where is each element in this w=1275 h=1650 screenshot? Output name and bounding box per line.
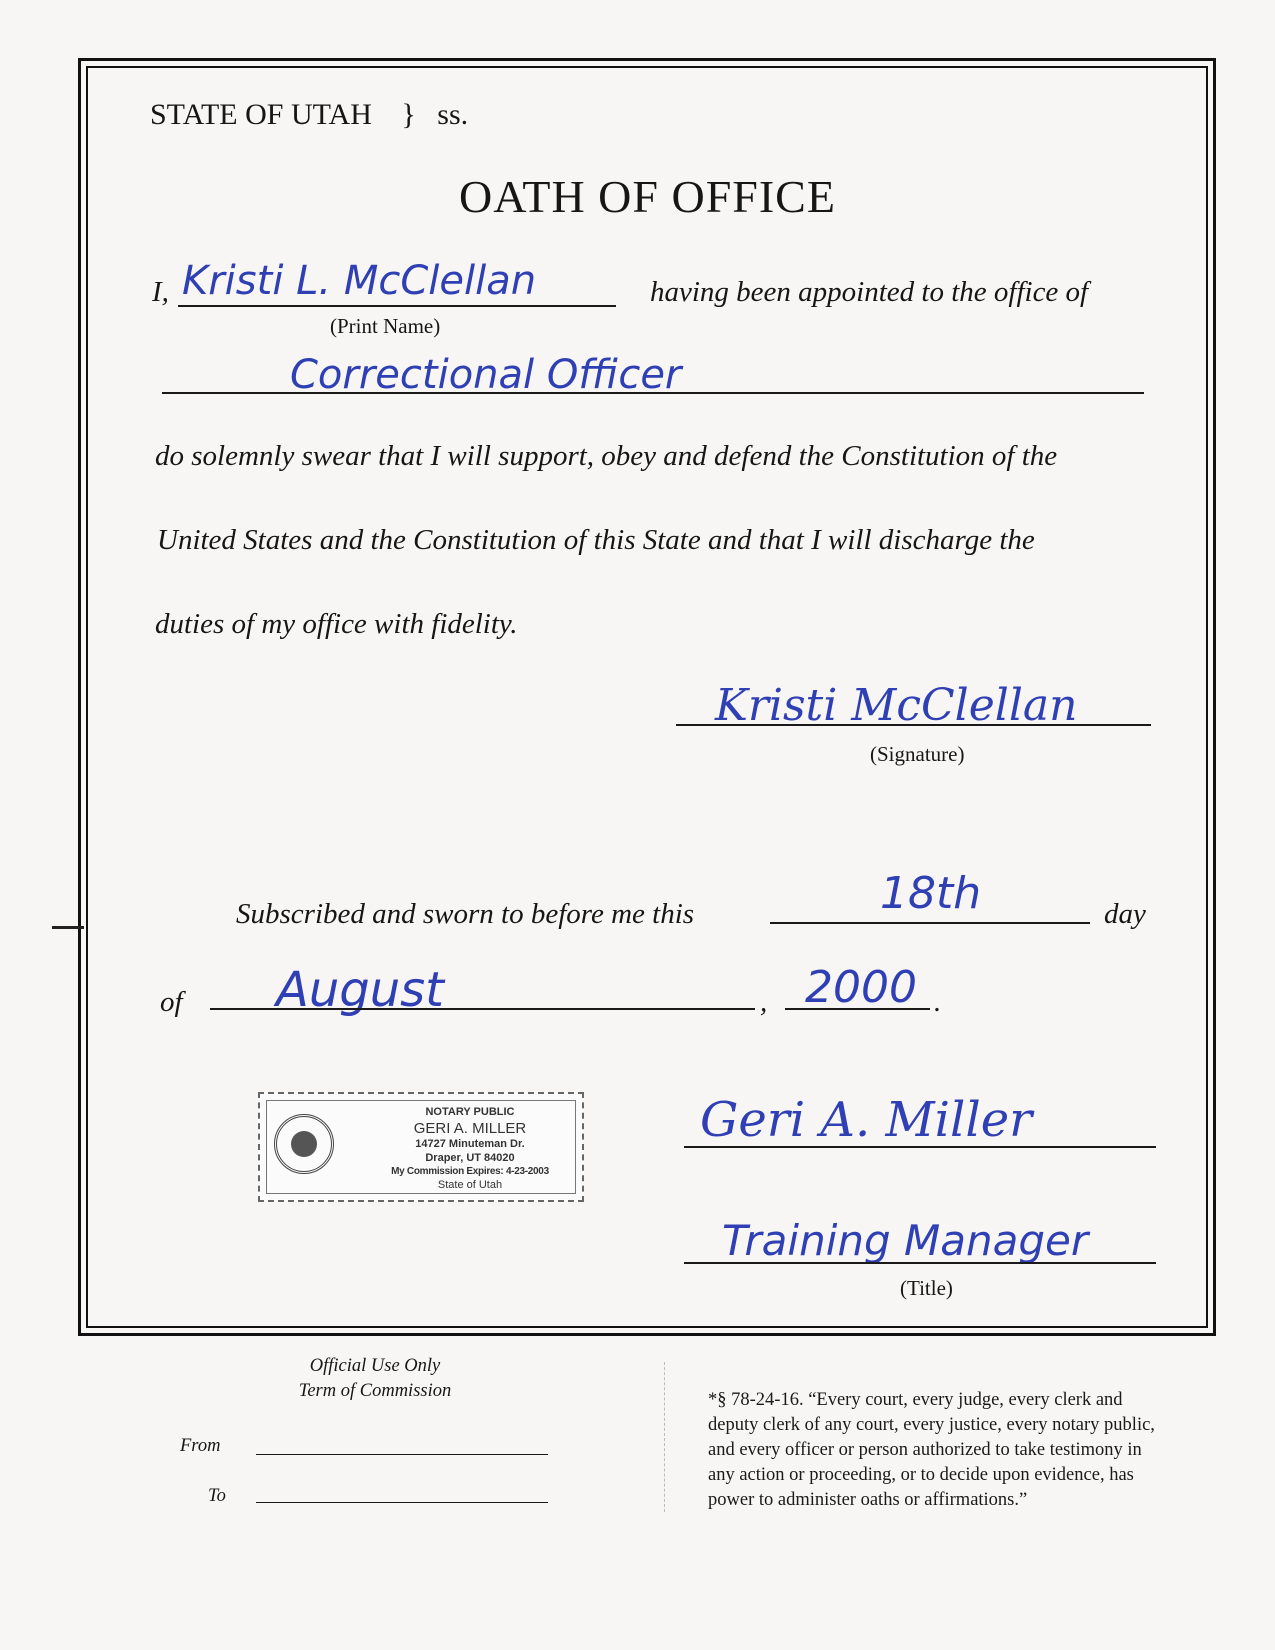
- office-line: [162, 392, 1144, 394]
- month-handwriting: August: [276, 962, 444, 1018]
- official-use-title: Official Use Only: [309, 1356, 441, 1376]
- appointed-text: having been appointed to the office of: [650, 276, 1089, 308]
- signature-handwriting: Kristi McClellan: [715, 680, 1078, 731]
- footnote-line-3: and every officer or person authorized to take testimony in: [708, 1440, 1142, 1460]
- state-line: STATE OF UTAH: [150, 98, 372, 131]
- statute-footnote: [708, 1388, 1155, 1513]
- stamp-line-1: NOTARY PUBLIC: [425, 1106, 515, 1118]
- footnote-line-1: *§ 78-24-16. “Every court, every judge, every clerk and: [708, 1390, 1123, 1410]
- oath-line-2: United States and the Constitution of this State and that I will discharge the: [157, 524, 1035, 556]
- day-handwriting: 18th: [880, 868, 982, 919]
- state-seal-icon: [274, 1114, 334, 1174]
- i-prefix: I,: [152, 276, 169, 308]
- print-name-handwriting: Kristi L. McClellan: [182, 258, 537, 304]
- of-word: of: [160, 986, 183, 1018]
- footer-divider: [664, 1362, 665, 1512]
- signature-label: (Signature): [870, 742, 965, 766]
- oath-line-3: duties of my office with fidelity.: [155, 608, 518, 640]
- year-line: [785, 1008, 930, 1010]
- state-heading: [150, 98, 468, 132]
- stamp-line-2: GERI A. MILLER: [413, 1120, 527, 1137]
- oath-line-1: do solemnly swear that I will support, obey and defend the Constitution of the: [155, 440, 1058, 472]
- from-label: From: [180, 1436, 221, 1456]
- footnote-line-2: deputy clerk of any court, every justice, every notary public,: [708, 1415, 1155, 1435]
- notary-stamp: [258, 1092, 584, 1202]
- page-title: OATH OF OFFICE: [459, 171, 836, 222]
- administrator-signature-line: [684, 1146, 1156, 1148]
- comma: ,: [760, 986, 768, 1018]
- title-label: (Title): [900, 1276, 953, 1300]
- to-label: To: [208, 1486, 226, 1506]
- footnote-line-5: power to administer oaths or affirmations.”: [708, 1490, 1028, 1510]
- signature-line: [676, 724, 1151, 726]
- day-line: [770, 922, 1090, 924]
- print-name-line: [178, 305, 616, 307]
- subscribed-text: Subscribed and sworn to before me this: [236, 898, 695, 930]
- stamp-line-4: Draper, UT 84020: [425, 1152, 515, 1164]
- administrator-signature-handwriting: Geri A. Miller: [700, 1092, 1033, 1148]
- ss-text: ss.: [437, 98, 469, 131]
- stamp-line-6: State of Utah: [437, 1179, 503, 1191]
- office-handwriting: Correctional Officer: [290, 352, 682, 398]
- from-line: [256, 1454, 548, 1455]
- print-name-label: (Print Name): [330, 314, 441, 338]
- day-word: day: [1104, 898, 1146, 930]
- administrator-title-handwriting: Training Manager: [722, 1216, 1089, 1265]
- margin-mark: [52, 926, 84, 929]
- stamp-line-3: 14727 Minuteman Dr.: [415, 1138, 525, 1150]
- to-line: [256, 1502, 548, 1503]
- term-of-commission-title: Term of Commission: [298, 1381, 452, 1401]
- official-use-heading: [200, 1354, 550, 1404]
- footnote-line-4: any action or proceeding, or to decide upon evidence, has: [708, 1465, 1134, 1485]
- stamp-line-5: My Commission Expires: 4-23-2003: [391, 1166, 549, 1177]
- brace: }: [401, 98, 416, 131]
- title-line: [684, 1262, 1156, 1264]
- year-handwriting: 2000: [805, 962, 917, 1013]
- period: .: [934, 986, 942, 1018]
- month-line: [210, 1008, 755, 1010]
